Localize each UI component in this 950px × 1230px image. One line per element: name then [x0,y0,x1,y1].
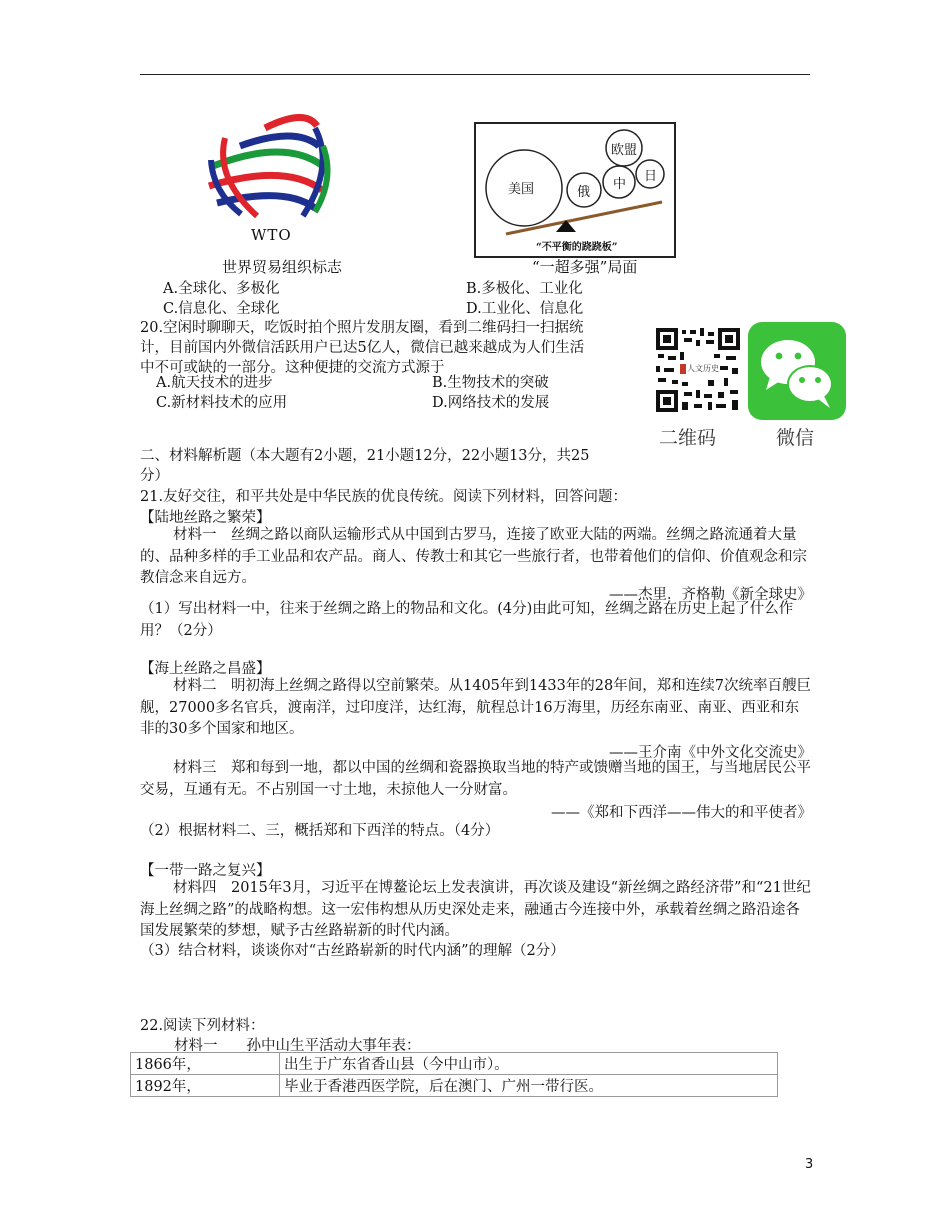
q19-option-d: D.工业化、信息化 [466,301,584,317]
table-cell-year: 1892年， [131,1075,280,1097]
qr-center-text: 人文历史 [687,364,719,373]
q21-material1: 材料一 丝绸之路以商队运输形式从中国到古罗马，连接了欧亚大陆的两端。丝绸之路流通着大量的、品种多样的手工业品和农产品。商人、传教士和其它一些旅行者，也带着他们的信仰、价值观念和宗教信念来自远方。 [140,527,807,586]
seesaw-label-japan: 日 [644,169,658,184]
seesaw-label-eu: 欧盟 [611,143,638,158]
q21-material3-source: ——《郑和下西洋——伟大的和平使者》 [551,805,812,821]
q21-part3-title: 【一带一路之复兴】 [140,863,271,879]
q20-line-1: 20.空闲时聊聊天，吃饭时拍个照片发朋友圈，看到二维码扫一扫据统 [140,320,584,336]
wto-caption: 世界贸易组织标志 [222,258,343,276]
seesaw-caption: “一超多强”局面 [532,258,638,276]
q22-material-label: 材料一 孙中山生平活动大事年表： [174,1038,421,1054]
q20-line-2: 计，目前国内外微信活跃用户已达5亿人，微信已越来越成为人们生活 [140,340,585,356]
q21-material4: 材料四 2015年3月，习近平在博鳌论坛上发表演讲，再次谈及建设“新丝绸之路经济带”和“21世纪海上丝绸之路”的战略构想。这一宏伟构想从历史深处走来，融通古今连接中外，承载着丝绸之路沿途各国发展繁荣的梦想，赋予古丝路崭新的时代内涵。 [140,880,811,939]
q21-part1-title: 【陆地丝路之繁荣】 [140,510,271,526]
q20-option-d: D.网络技术的发展 [432,395,550,411]
wto-logo-icon [195,108,345,226]
sun-yatsen-timeline-table [130,1052,778,1097]
table-cell-year: 1866年， [131,1053,280,1075]
q21-intro: 21.友好交往，和平共处是中华民族的优良传统。阅读下列材料，回答问题： [140,489,628,505]
page-number: 3 [805,1157,814,1172]
wto-figure [195,108,345,248]
q19-option-a: A.全球化、多极化 [163,281,280,297]
q20-option-a: A.航天技术的进步 [156,375,273,391]
q21-material2-source: ——王介南《中外文化交流史》 [609,745,812,761]
q20-option-b: B.生物技术的突破 [432,375,549,391]
table-row [131,1075,778,1097]
header-rule [140,74,810,75]
wechat-caption: 微信 [776,427,815,449]
table-cell-event: 出生于广东省香山县（今中山市）。 [280,1053,778,1075]
section2-heading-line2: 分） [140,468,169,484]
seesaw-label-russia: 俄 [577,185,591,200]
q21-question2: （2）根据材料二、三，概括郑和下西洋的特点。（4分） [140,823,500,839]
q21-material1-source: ——杰里．齐格勒《新全球史》 [609,587,812,603]
q21-question3: （3）结合材料，谈谈你对“古丝路崭新的时代内涵”的理解（2分） [140,943,565,959]
qr-caption: 二维码 [659,427,717,449]
wechat-logo [748,322,846,420]
q20-option-c: C.新材料技术的应用 [156,395,288,411]
q19-option-b: B.多极化、工业化 [466,281,583,297]
q19-option-c: C.信息化、全球化 [163,301,280,317]
q22-intro: 22.阅读下列材料： [140,1018,265,1034]
qr-code [654,326,742,414]
wechat-icon [748,322,846,420]
seesaw-illustration [476,124,674,256]
seesaw-board-text: “不平衡的跷跷板” [536,242,618,253]
wto-logo-text: WTO [251,226,292,244]
table-cell-event: 毕业于香港西医学院，后在澳门、广州一带行医。 [280,1075,778,1097]
seesaw-label-china: 中 [613,177,627,192]
table-row [131,1053,778,1075]
q20-line-3: 中不可或缺的一部分。这种便捷的交流方式源于 [140,360,445,376]
q21-part2-title: 【海上丝路之昌盛】 [140,661,271,677]
q21-material2: 材料二 明初海上丝绸之路得以空前繁荣。从1405年到1433年的28年间，郑和连续7次统率百艘巨舰，27000多名官兵，渡南洋，过印度洋，达红海，航程总计16万海里，历经东南亚、南亚、西亚和东非的30多个国家和地区。 [140,678,811,737]
section2-heading-line1: 二、材料解析题（本大题有2小题，21小题12分，22小题13分，共25 [140,448,590,464]
q21-material3: 材料三 郑和每到一地，都以中国的丝绸和瓷器换取当地的特产或馈赠当地的国王，与当地居民公平交易，互通有无。不占别国一寸土地，未掠他人一分财富。 [140,760,811,798]
seesaw-figure [474,122,676,258]
seesaw-label-usa: 美国 [508,182,535,197]
q21-question1: （1）写出材料一中，往来于丝绸之路上的物品和文化。(4分)由此可知，丝绸之路在历史上起了什么作用？（2分） [140,601,794,639]
